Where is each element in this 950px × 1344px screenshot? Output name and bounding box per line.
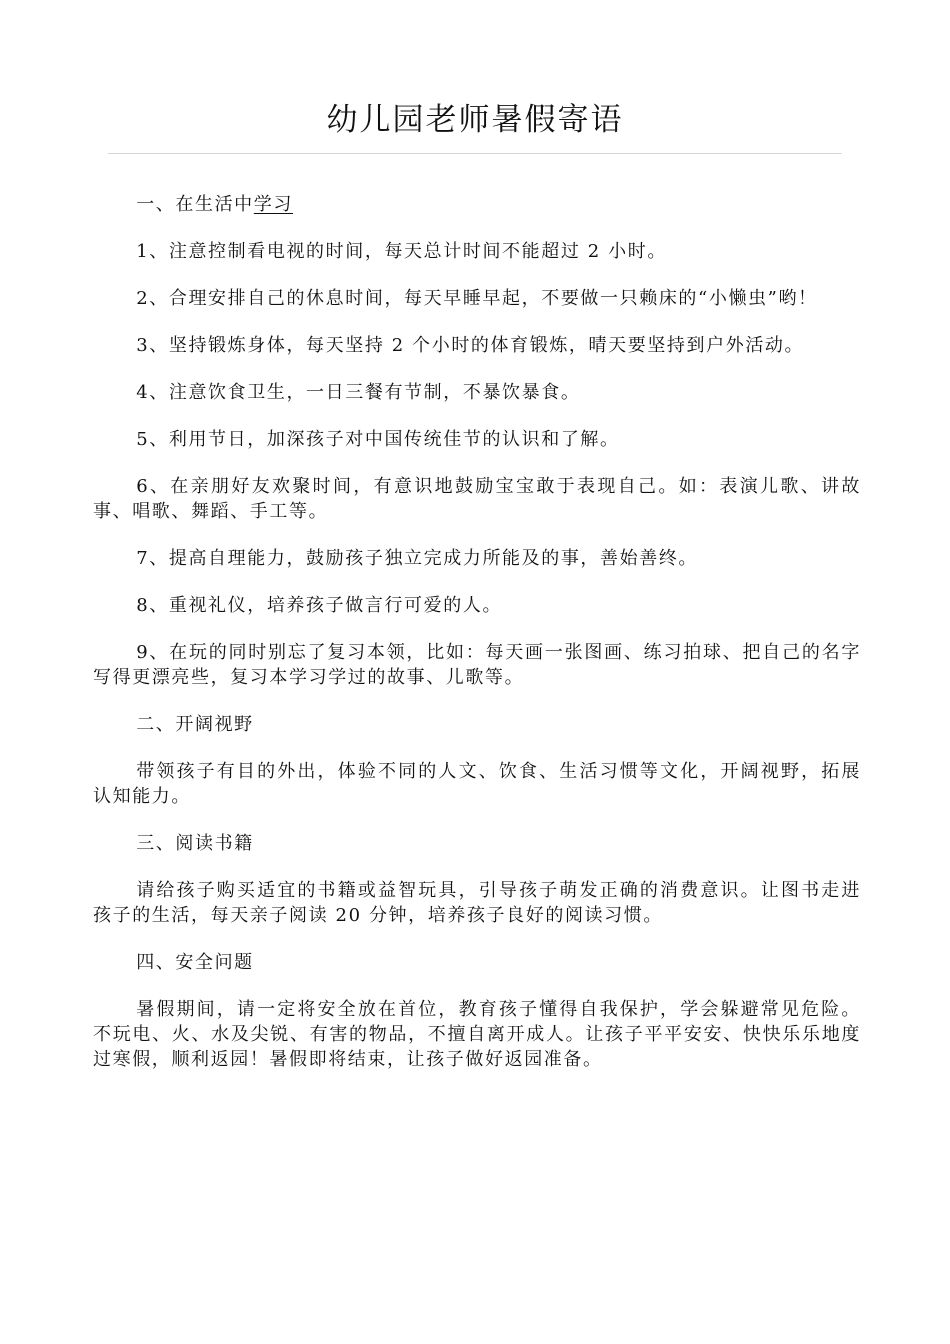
section-paragraph-2: 带领孩子有目的外出，体验不同的人文、饮食、生活习惯等文化，开阔视野，拓展认知能力。 [93, 761, 861, 807]
section-heading-1 [93, 192, 861, 217]
list-item: 6、在亲朋好友欢聚时间，有意识地鼓励宝宝敢于表现自己。如：表演儿歌、讲故事、唱歌、舞蹈、手工等。 [93, 476, 861, 522]
list-item: 5、利用节日，加深孩子对中国传统佳节的认识和了解。 [136, 429, 620, 450]
title-divider [108, 153, 842, 154]
list-item: 3、坚持锻炼身体，每天坚持 2 个小时的体育锻炼，晴天要坚持到户外活动。 [136, 335, 805, 356]
list-item: 8、重视礼仪，培养孩子做言行可爱的人。 [136, 595, 503, 616]
list-item: 9、在玩的同时别忘了复习本领，比如：每天画一张图画、练习拍球、把自己的名字写得更漂亮些，复习本学习学过的故事、儿歌等。 [93, 642, 861, 688]
list-item: 1、注意控制看电视的时间，每天总计时间不能超过 2 小时。 [136, 241, 667, 262]
list-item: 7、提高自理能力，鼓励孩子独立完成力所能及的事，善始善终。 [136, 548, 699, 569]
list-item: 2、合理安排自己的休息时间，每天早睡早起，不要做一只赖床的“小懒虫”哟！ [136, 288, 818, 309]
section-heading-4: 四、安全问题 [136, 952, 254, 973]
section-paragraph-4: 暑假期间，请一定将安全放在首位，教育孩子懂得自我保护，学会躲避常见危险。不玩电、火、水及尖锐、有害的物品，不擅自离开成人。让孩子平平安安、快快乐乐地度过寒假，顺利返园！暑假即将结束，让孩子做好返园准备。 [93, 999, 861, 1070]
section-heading-1-prefix: 一、在生活中 [136, 194, 254, 215]
section-heading-3: 三、阅读书籍 [136, 833, 254, 854]
document-body [93, 192, 861, 1094]
section-paragraph-3: 请给孩子购买适宜的书籍或益智玩具，引导孩子萌发正确的消费意识。让图书走进孩子的生活，每天亲子阅读 20 分钟，培养孩子良好的阅读习惯。 [93, 880, 861, 926]
page-title: 幼儿园老师暑假寄语 [326, 102, 624, 138]
study-link[interactable]: 学习 [253, 194, 293, 215]
section-heading-2: 二、开阔视野 [136, 714, 254, 735]
list-item: 4、注意饮食卫生，一日三餐有节制，不暴饮暴食。 [136, 382, 581, 403]
